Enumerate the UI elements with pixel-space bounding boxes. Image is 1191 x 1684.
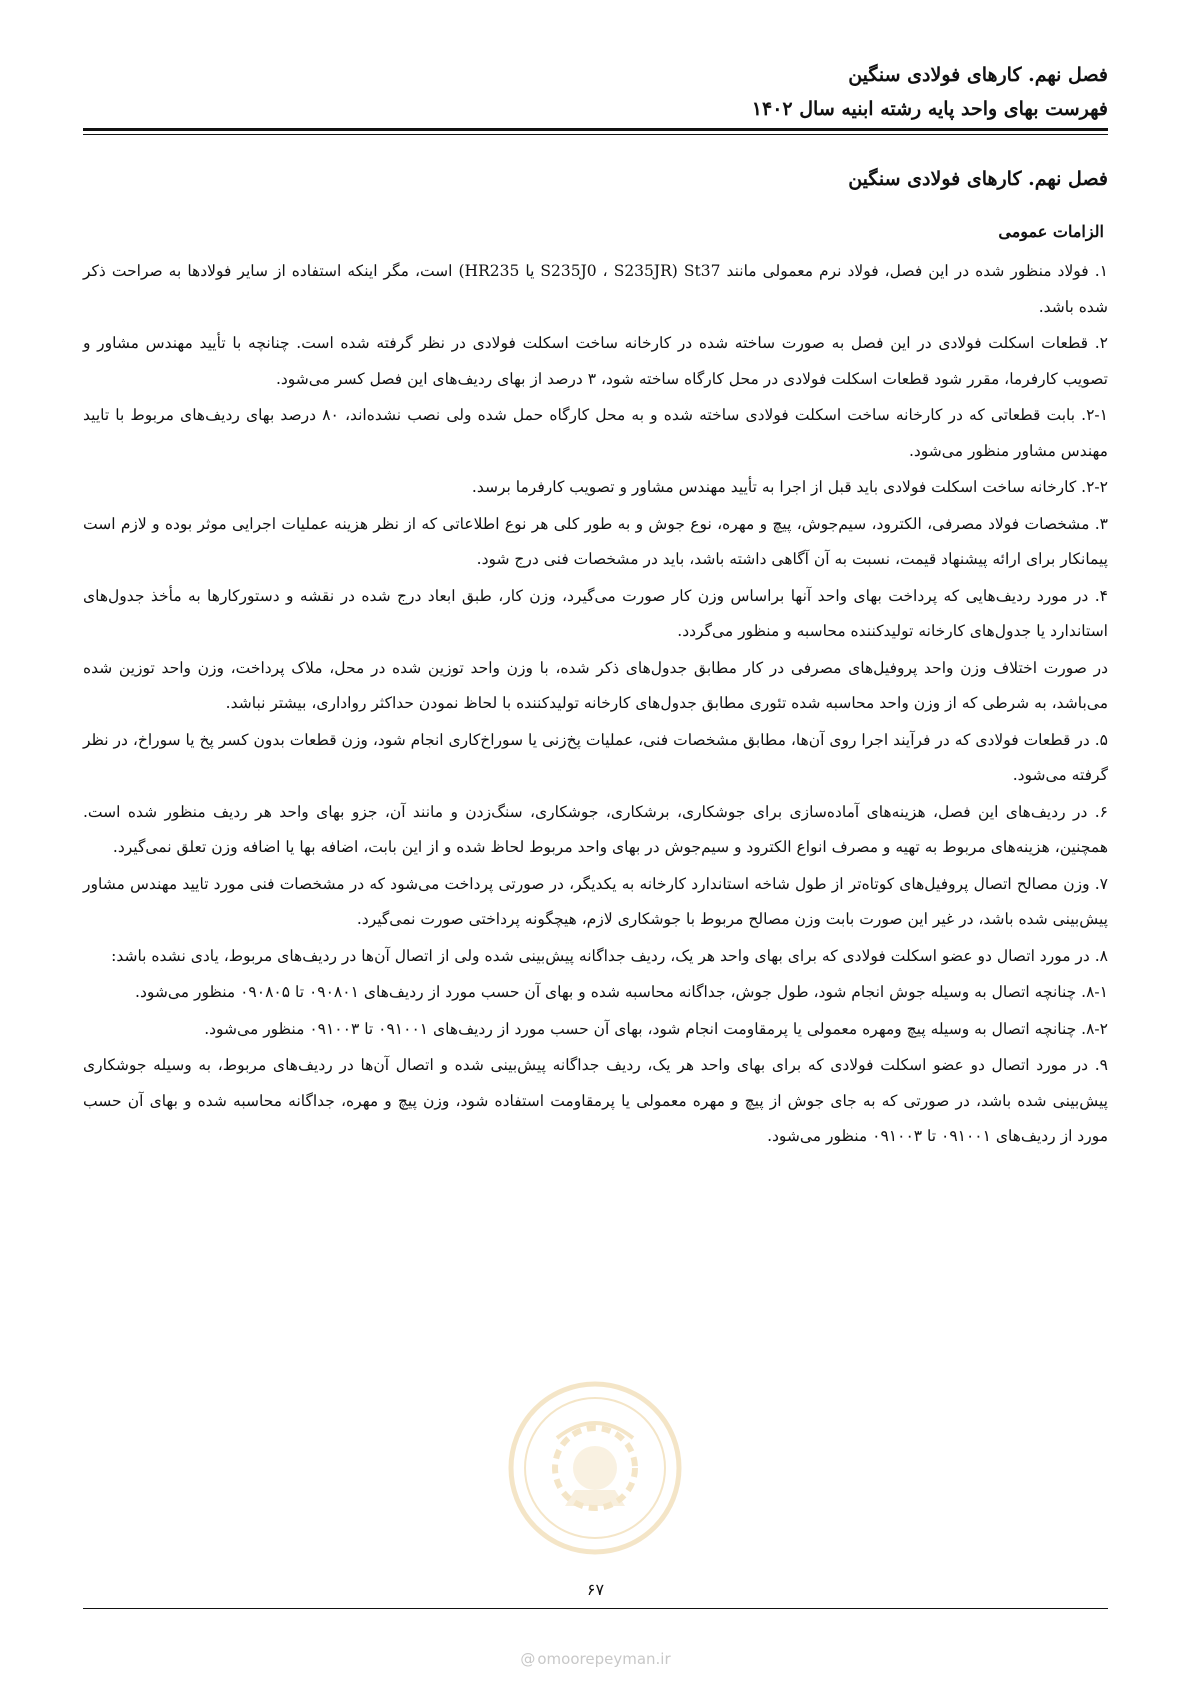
paragraph: ۹. در مورد اتصال دو عضو اسکلت فولادی که برای بهای واحد هر یک، ردیف جداگانه پیش‌بینی شده و اتصال آن‌ها در ردیف‌های مربوط، به وسیله جوشکاری پیش‌بینی شده باشد، در صورتی که به جای جوش از پیچ و مهره معمولی یا پرمقاومت استفاده شود، وزن پیچ و مهره، جداگانه محاسبه شده و بهای آن حسب مورد از ردیف‌های ۰۹۱۰۰۱ تا ۰۹۱۰۰۳ منظور می‌شود. (83, 1056, 1108, 1145)
chapter-title: فصل نهم. کارهای فولادی سنگین (848, 168, 1108, 190)
paragraph: ۲. قطعات اسکلت فولادی در این فصل به صورت ساخته شده در کارخانه ساخت اسکلت فولادی در نظر گرفته شده است. چنانچه با تأیید مهندس مشاور و تصویب کارفرما، مقرر شود قطعات اسکلت فولادی در محل کارگاه ساخته شود، ۳ درصد از بهای ردیف‌های این فصل کسر می‌شود. (83, 334, 1108, 388)
paragraph: ۵. در قطعات فولادی که در فرآیند اجرا روی آن‌ها، مطابق مشخصات فنی، عملیات پخ‌زنی یا سوراخ‌کاری انجام شود، وزن قطعات بدون کسر پخ یا سوراخ، در نظر گرفته می‌شود. (83, 730, 1108, 784)
page-number: ۶۷ (586, 1580, 605, 1599)
paragraph: ۸-۱. چنانچه اتصال به وسیله جوش انجام شود، طول جوش، جداگانه محاسبه شده و بهای آن حسب مورد از ردیف‌های ۰۹۰۸۰۱ تا ۰۹۰۸۰۵ منظور می‌شود. (135, 983, 1108, 1001)
paragraph: ۳. مشخصات فولاد مصرفی، الکترود، سیم‌جوش، پیچ و مهره، نوع جوش و به طور کلی هر نوع اطلاعاتی که از نظر هزینه عملیات اجرایی موثر بوده و لازم است پیمانکار برای ارائه پیشنهاد قیمت، نسبت به آن آگاهی داشته باشد، باید در مشخصات فنی درج شود. (83, 514, 1108, 568)
header-chapter-title: فصل نهم. کارهای فولادی سنگین (848, 64, 1108, 86)
header-rule-thick (83, 128, 1108, 131)
paragraph: ۸-۲. چنانچه اتصال به وسیله پیچ ومهره معمولی یا پرمقاومت انجام شود، بهای آن حسب مورد از ردیف‌های ۰۹۱۰۰۱ تا ۰۹۱۰۰۳ منظور می‌شود. (204, 1019, 1108, 1038)
paragraph: ۸. در مورد اتصال دو عضو اسکلت فولادی که برای بهای واحد هر یک، ردیف جداگانه پیش‌بینی شده ولی از اتصال آن‌ها در ردیف‌های مربوط، یادی نشده باشد: (111, 946, 1108, 965)
paragraph: ۲-۱. بابت قطعاتی که در کارخانه ساخت اسکلت فولادی ساخته شده و به محل کارگاه حمل شده ولی نصب نشده‌اند، ۸۰ درصد بهای ردیف‌های مربوط با تایید مهندس مشاور منظور می‌شود. (83, 406, 1108, 460)
paragraph: ۷. وزن مصالح اتصال پروفیل‌های کوتاه‌تر از طول شاخه استاندارد کارخانه به یکدیگر، در صورتی پرداخت می‌شود که در مشخصات فنی مورد تایید مهندس مشاور پیش‌بینی شده باشد، در غیر این صورت بابت وزن مصالح مربوط با جوشکاری لازم، هیچگونه پرداختی صورت نمی‌گیرد. (83, 874, 1108, 928)
instagram-at-icon: @ (520, 1650, 536, 1668)
watermark-handle: omoorepeyman.ir (537, 1650, 671, 1668)
page-content (83, 164, 1108, 1156)
header-document-title: فهرست بهای واحد پایه رشته ابنیه سال ۱۴۰۲ (751, 98, 1108, 120)
paragraph: ۱. فولاد منظور شده در این فصل، فولاد نرم معمولی مانند St37 (S235J0 ، S235JR یا HR235) است، مگر اینکه استفاده از سایر فولادها به صراحت ذکر شده باشد. (83, 262, 1108, 316)
paragraph: ۲-۲. کارخانه ساخت اسکلت فولادی باید قبل از اجرا به تأیید مهندس مشاور و تصویب کارفرما برسد. (471, 478, 1108, 496)
section-title: الزامات عمومی (998, 222, 1104, 241)
paragraph: ۴. در مورد ردیف‌هایی که پرداخت بهای واحد آنها براساس وزن کار صورت می‌گیرد، وزن کار، طبق ابعاد درج شده در نقشه و دستورکارها به مأخذ جدول‌های استاندارد یا جدول‌های کارخانه تولیدکننده محاسبه و منظور می‌گردد. (83, 586, 1108, 640)
seal-logo-icon (505, 1378, 685, 1558)
watermark (0, 1650, 1191, 1668)
paragraph: در صورت اختلاف وزن واحد پروفیل‌های مصرفی در کار مطابق جدول‌های ذکر شده، با وزن واحد توزین شده در محل، ملاک پرداخت، وزن واحد توزین شده می‌باشد، به شرطی که از وزن واحد محاسبه شده تئوری مطابق جدول‌های کارخانه تولیدکننده با لحاظ نمودن حداکثر رواداری، بیشتر نباشد. (83, 658, 1108, 712)
footer-rule (83, 1608, 1108, 1609)
paragraph: ۶. در ردیف‌های این فصل، هزینه‌های آماده‌سازی برای جوشکاری، برشکاری، جوشکاری، سنگ‌زدن و مانند آن، جزو بهای واحد هر ردیف منظور شده است. همچنین، هزینه‌های مربوط به تهیه و مصرف انواع الکترود و سیم‌جوش در بهای واحد مربوط لحاظ شده و از این بابت، اضافه بها یا اضافه وزن تعلق نمی‌گیرد. (83, 802, 1108, 856)
header-rule-thin (83, 134, 1108, 135)
running-header (83, 58, 1108, 126)
